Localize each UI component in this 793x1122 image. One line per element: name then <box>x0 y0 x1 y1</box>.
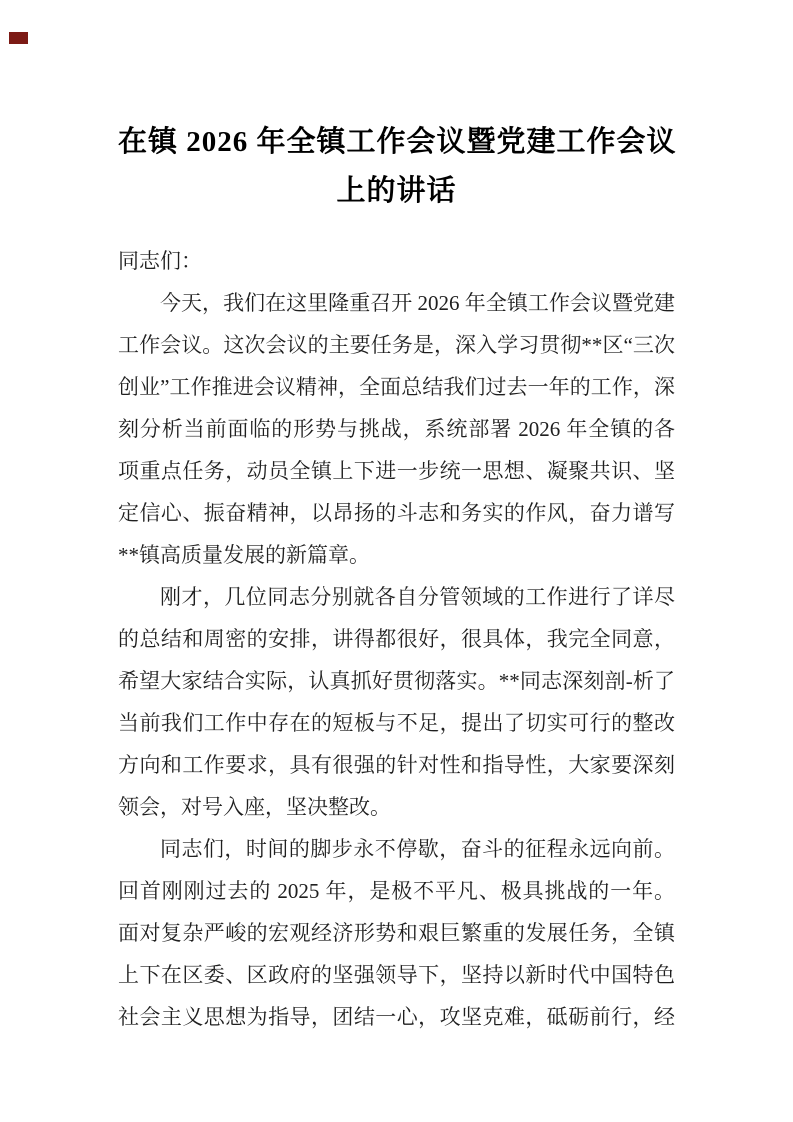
title-line-2: 上的讲话 <box>336 175 457 207</box>
body-text-line: 创业”工作推进会议精神，全面总结我们过去一年的工作，深 <box>118 375 675 399</box>
body-text-line: 项重点任务，动员全镇上下进一步统一思想、凝聚共识、坚 <box>118 459 675 483</box>
body-text-line: 定信心、振奋精神，以昂扬的斗志和务实的作风，奋力谱写 <box>118 501 675 525</box>
body-text-line: 的总结和周密的安排，讲得都很好，很具体，我完全同意， <box>118 627 675 651</box>
body-text-line: 工作会议。这次会议的主要任务是，深入学习贯彻**区“三次 <box>118 333 675 357</box>
body-text-line: 同志们，时间的脚步永不停歇，奋斗的征程永远向前。 <box>160 837 675 861</box>
body-text-line: 领会，对号入座，坚决整改。 <box>118 795 391 819</box>
body-text-line: 刚才，几位同志分别就各自分管领域的工作进行了详尽 <box>160 585 675 609</box>
body-text-line: 当前我们工作中存在的短板与不足，提出了切实可行的整改 <box>118 711 675 735</box>
body-text-line: 社会主义思想为指导，团结一心，攻坚克难，砥砺前行，经 <box>118 1005 675 1029</box>
title-line-1: 在镇 2026 年全镇工作会议暨党建工作会议 <box>118 126 677 158</box>
body-text-line: 回首刚刚过去的 2025 年，是极不平凡、极具挑战的一年。 <box>118 879 675 903</box>
document-content <box>118 118 675 1038</box>
body-text-line: 面对复杂严峻的宏观经济形势和艰巨繁重的发展任务，全镇 <box>118 921 675 945</box>
body-text-line: 方向和工作要求，具有很强的针对性和指导性，大家要深刻 <box>118 753 675 777</box>
body-text-line: 希望大家结合实际，认真抓好贯彻落实。**同志深刻剖-析了 <box>118 669 675 693</box>
body-text-line: **镇高质量发展的新篇章。 <box>118 543 370 567</box>
body-text-line: 上下在区委、区政府的坚强领导下，坚持以新时代中国特色 <box>118 963 675 987</box>
body-text-line: 刻分析当前面临的形势与挑战，系统部署 2026 年全镇的各 <box>118 417 675 441</box>
document-title <box>118 118 675 216</box>
body-text-line: 今天，我们在这里隆重召开 2026 年全镇工作会议暨党建 <box>160 291 675 315</box>
body-text-line: 同志们： <box>118 249 202 273</box>
corner-artifact-mark <box>9 32 28 44</box>
document-body <box>118 240 675 1038</box>
